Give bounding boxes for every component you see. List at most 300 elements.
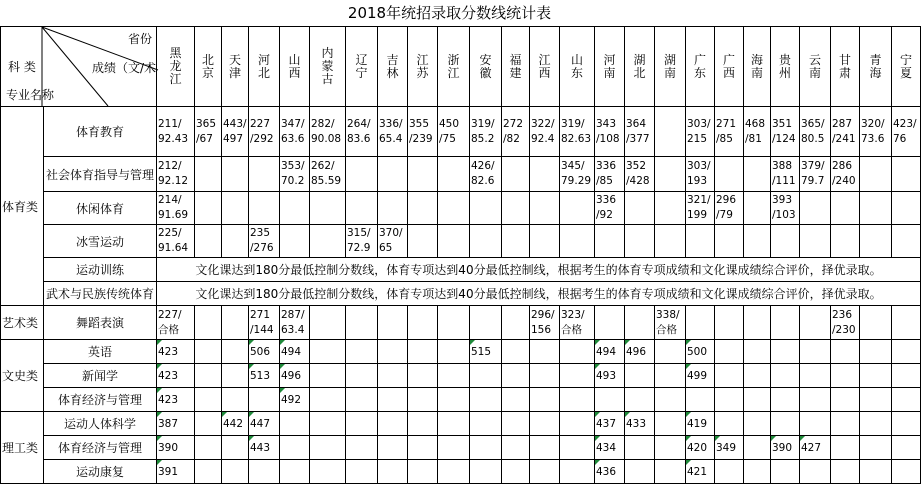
score-cell-jiangsu: [408, 412, 438, 436]
table-row: [1, 412, 921, 436]
province-header-tianjin: [222, 27, 249, 107]
score-cell-guangdong: 421: [686, 460, 715, 484]
score-cell-ningxia: [892, 157, 921, 192]
score-cell-tianjin: [222, 388, 249, 412]
score-cell-jiangsu: [408, 157, 438, 192]
province-name: 湖北: [633, 52, 646, 80]
score-cell-jiangxi: [530, 225, 560, 258]
score-cell-hunan: [655, 364, 686, 388]
score-cell-qinghai: [860, 436, 892, 460]
score-cell-hainan: [744, 364, 771, 388]
score-cell-beijing: [195, 388, 222, 412]
score-cell-fujian: [502, 340, 530, 364]
score-cell-shandong: 319/ 82.63: [560, 107, 595, 157]
score-cell-guangxi: [715, 364, 744, 388]
major-name-cell: 运动人体科学: [44, 412, 157, 436]
score-cell-gansu: [831, 388, 860, 412]
major-name-cell: 运动康复: [44, 460, 157, 484]
score-cell-hunan: [655, 107, 686, 157]
score-cell-jiangxi: [530, 460, 560, 484]
province-name: 甘肃: [838, 52, 851, 80]
province-header-hubei: [625, 27, 655, 107]
province-name: 宁夏: [899, 52, 912, 80]
score-cell-zhejiang: [438, 306, 470, 340]
score-cell-zhejiang: [438, 157, 470, 192]
score-cell-guangxi: [715, 460, 744, 484]
score-cell-jiangxi: [530, 436, 560, 460]
province-header-gansu: [831, 27, 860, 107]
province-header-liaoning: [346, 27, 378, 107]
score-cell-zhejiang: [438, 460, 470, 484]
score-cell-hunan: [655, 412, 686, 436]
score-cell-guangdong: 500: [686, 340, 715, 364]
score-cell-hainan: [744, 192, 771, 225]
score-cell-liaoning: [346, 192, 378, 225]
score-cell-yunnan: [800, 412, 831, 436]
score-cell-hunan: 338/ 合格: [655, 306, 686, 340]
score-cell-hebei: 235 /276: [249, 225, 280, 258]
score-cell-shandong: [560, 225, 595, 258]
province-header-beijing: [195, 27, 222, 107]
score-cell-anhui: [470, 192, 502, 225]
score-cell-hubei: 352 /428: [625, 157, 655, 192]
score-cell-neimenggu: 262/ 85.59: [310, 157, 346, 192]
score-cell-zhejiang: [438, 412, 470, 436]
score-cell-neimenggu: [310, 436, 346, 460]
score-cell-hubei: [625, 460, 655, 484]
score-cell-guizhou: 388 /111: [771, 157, 800, 192]
score-cell-anhui: [470, 225, 502, 258]
score-cell-shanxi: 353/ 70.2: [280, 157, 310, 192]
score-cell-neimenggu: [310, 460, 346, 484]
score-cell-hebei: 443: [249, 436, 280, 460]
score-cell-zhejiang: 450 /75: [438, 107, 470, 157]
score-cell-henan: 336 /92: [595, 192, 625, 225]
score-cell-gansu: [831, 436, 860, 460]
score-cell-jilin: 370/ 65: [378, 225, 408, 258]
score-cell-neimenggu: [310, 225, 346, 258]
score-cell-henan: 436: [595, 460, 625, 484]
score-cell-hebei: 227 /292: [249, 107, 280, 157]
score-cell-beijing: [195, 364, 222, 388]
province-name: 云南: [808, 52, 821, 80]
score-cell-hainan: [744, 306, 771, 340]
score-cell-zhejiang: [438, 364, 470, 388]
score-cell-neimenggu: [310, 364, 346, 388]
major-name-cell: 新闻学: [44, 364, 157, 388]
province-header-henan: [595, 27, 625, 107]
province-name: 安徽: [479, 52, 492, 80]
score-cell-jiangxi: [530, 192, 560, 225]
score-cell-henan: [595, 306, 625, 340]
score-cell-shandong: [560, 364, 595, 388]
score-cell-liaoning: [346, 340, 378, 364]
score-cell-jiangsu: [408, 225, 438, 258]
score-cell-anhui: 319/ 85.2: [470, 107, 502, 157]
score-cell-shandong: [560, 460, 595, 484]
score-cell-liaoning: 315/ 72.9: [346, 225, 378, 258]
score-cell-jilin: [378, 192, 408, 225]
score-cell-gansu: [831, 412, 860, 436]
score-cell-guangdong: 321/ 199: [686, 192, 715, 225]
score-cell-beijing: [195, 157, 222, 192]
score-cell-shanxi: [280, 192, 310, 225]
score-cell-shanxi: 492: [280, 388, 310, 412]
score-cell-guangxi: 271 /85: [715, 107, 744, 157]
score-cell-ningxia: [892, 388, 921, 412]
score-cell-liaoning: [346, 412, 378, 436]
score-cell-hubei: [625, 364, 655, 388]
score-cell-guangxi: [715, 412, 744, 436]
province-name: 山东: [570, 52, 583, 80]
category-cell-sci: 理工类: [1, 412, 44, 484]
score-cell-ningxia: [892, 460, 921, 484]
score-cell-shanxi: [280, 412, 310, 436]
score-cell-yunnan: [800, 364, 831, 388]
score-cell-gansu: [831, 225, 860, 258]
score-cell-guangdong: 420: [686, 436, 715, 460]
major-name-cell: 体育经济与管理: [44, 388, 157, 412]
score-cell-beijing: [195, 460, 222, 484]
province-name: 福建: [509, 52, 522, 80]
province-header-shandong: [560, 27, 595, 107]
score-cell-hebei: 506: [249, 340, 280, 364]
score-cell-guangxi: [715, 340, 744, 364]
province-header-fujian: [502, 27, 530, 107]
province-header-guangxi: [715, 27, 744, 107]
table-row: [1, 225, 921, 258]
score-cell-zhejiang: [438, 388, 470, 412]
header-score-label: 成绩（文/术: [91, 61, 156, 75]
score-cell-hainan: [744, 436, 771, 460]
score-cell-tianjin: 443/ 497: [222, 107, 249, 157]
score-cell-hainan: [744, 225, 771, 258]
score-cell-guangxi: [715, 388, 744, 412]
province-header-zhejiang: [438, 27, 470, 107]
province-name: 吉林: [386, 52, 399, 80]
score-cell-yunnan: 427: [800, 436, 831, 460]
score-cell-anhui: [470, 306, 502, 340]
page-title: 2018年统招录取分数线统计表: [347, 4, 552, 22]
score-cell-guangxi: 296 /79: [715, 192, 744, 225]
score-cell-qinghai: [860, 192, 892, 225]
score-cell-hunan: [655, 157, 686, 192]
score-cell-guizhou: [771, 225, 800, 258]
score-cell-guangdong: 303/ 215: [686, 107, 715, 157]
score-cell-shanxi: 287/ 63.4: [280, 306, 310, 340]
province-name: 湖南: [663, 52, 676, 80]
major-name-cell: 英语: [44, 340, 157, 364]
score-cell-yunnan: [800, 388, 831, 412]
score-cell-gansu: 287 /241: [831, 107, 860, 157]
score-cell-liaoning: [346, 388, 378, 412]
score-cell-guangdong: [686, 388, 715, 412]
score-cell-shanxi: 494: [280, 340, 310, 364]
province-header-hebei: [249, 27, 280, 107]
score-cell-fujian: [502, 436, 530, 460]
table-row: [1, 340, 921, 364]
category-cell-lit: 文史类: [1, 340, 44, 412]
score-cell-jiangsu: [408, 340, 438, 364]
score-cell-ningxia: [892, 340, 921, 364]
score-cell-hebei: [249, 157, 280, 192]
score-cell-qinghai: [860, 157, 892, 192]
score-cell-anhui: [470, 412, 502, 436]
score-cell-fujian: 272 /82: [502, 107, 530, 157]
score-cell-jiangsu: 355 /239: [408, 107, 438, 157]
score-cell-heilongjiang: 212/ 92.12: [157, 157, 195, 192]
score-cell-yunnan: [800, 225, 831, 258]
score-cell-ningxia: [892, 225, 921, 258]
score-cell-guangdong: [686, 225, 715, 258]
score-cell-yunnan: 365/ 80.5: [800, 107, 831, 157]
score-cell-heilongjiang: 225/ 91.64: [157, 225, 195, 258]
score-cell-jilin: [378, 436, 408, 460]
score-cell-qinghai: [860, 364, 892, 388]
score-cell-ningxia: 423/ 76: [892, 107, 921, 157]
province-header-jiangsu: [408, 27, 438, 107]
score-cell-tianjin: [222, 436, 249, 460]
score-cell-henan: [595, 225, 625, 258]
score-cell-shandong: [560, 340, 595, 364]
score-cell-hunan: [655, 192, 686, 225]
score-cell-jiangsu: [408, 460, 438, 484]
score-cell-jilin: [378, 340, 408, 364]
score-cell-guangxi: [715, 225, 744, 258]
score-cell-shanxi: [280, 436, 310, 460]
score-cell-guangdong: 303/ 193: [686, 157, 715, 192]
score-cell-beijing: [195, 436, 222, 460]
score-cell-yunnan: 379/ 79.7: [800, 157, 831, 192]
score-cell-hebei: [249, 192, 280, 225]
province-name: 青海: [869, 52, 882, 80]
score-cell-hunan: [655, 460, 686, 484]
score-cell-shanxi: 496: [280, 364, 310, 388]
score-cell-heilongjiang: 391: [157, 460, 195, 484]
score-cell-guizhou: 351 /124: [771, 107, 800, 157]
major-name-cell: 武术与民族传统体育: [44, 282, 157, 306]
score-cell-gansu: 236 /230: [831, 306, 860, 340]
province-name: 北京: [201, 52, 214, 80]
category-cell-art: 艺术类: [1, 306, 44, 340]
score-cell-qinghai: [860, 388, 892, 412]
score-cell-jilin: [378, 412, 408, 436]
table-row: [1, 388, 921, 412]
score-cell-jiangxi: [530, 364, 560, 388]
score-cell-ningxia: [892, 306, 921, 340]
province-header-hunan: [655, 27, 686, 107]
score-cell-neimenggu: 282/ 90.08: [310, 107, 346, 157]
score-cell-beijing: [195, 306, 222, 340]
score-cell-shandong: [560, 192, 595, 225]
score-cell-ningxia: [892, 192, 921, 225]
score-cell-yunnan: [800, 340, 831, 364]
score-cell-yunnan: [800, 306, 831, 340]
score-cell-liaoning: [346, 436, 378, 460]
score-cell-shanxi: [280, 460, 310, 484]
score-cell-qinghai: [860, 412, 892, 436]
score-cell-heilongjiang: 423: [157, 340, 195, 364]
province-header-yunnan: [800, 27, 831, 107]
province-header-heilongjiang: [157, 27, 195, 107]
score-cell-qinghai: 320/ 73.6: [860, 107, 892, 157]
score-cell-shanxi: 347/ 63.6: [280, 107, 310, 157]
score-cell-jilin: [378, 157, 408, 192]
province-name: 河北: [257, 52, 270, 80]
score-cell-jilin: [378, 388, 408, 412]
score-cell-ningxia: [892, 436, 921, 460]
score-cell-hunan: [655, 388, 686, 412]
score-cell-jiangxi: [530, 340, 560, 364]
score-cell-qinghai: [860, 306, 892, 340]
score-cell-henan: 343 /108: [595, 107, 625, 157]
score-cell-jiangsu: [408, 192, 438, 225]
score-cell-gansu: [831, 192, 860, 225]
score-cell-anhui: [470, 364, 502, 388]
province-header-anhui: [470, 27, 502, 107]
score-cell-henan: 493: [595, 364, 625, 388]
score-cell-fujian: [502, 192, 530, 225]
admission-note-cell: 文化课达到180分最低控制分数线，体育专项达到40分最低控制线，根据考生的体育专项成绩和文化课成绩综合评价，择优录取。: [157, 258, 921, 282]
score-cell-liaoning: 264/ 83.6: [346, 107, 378, 157]
table-row: [1, 460, 921, 484]
score-cell-hubei: [625, 436, 655, 460]
province-name: 浙江: [447, 52, 460, 80]
score-cell-liaoning: [346, 460, 378, 484]
score-cell-anhui: [470, 388, 502, 412]
province-name: 广西: [722, 52, 735, 80]
table-row: [1, 364, 921, 388]
province-name: 江西: [538, 52, 551, 80]
province-header-qinghai: [860, 27, 892, 107]
score-cell-ningxia: [892, 412, 921, 436]
score-cell-guangdong: 419: [686, 412, 715, 436]
score-cell-qinghai: [860, 340, 892, 364]
score-cell-guangxi: [715, 306, 744, 340]
score-cell-tianjin: [222, 192, 249, 225]
score-cell-jiangsu: [408, 436, 438, 460]
score-cell-fujian: [502, 306, 530, 340]
score-cell-jilin: 336/ 65.4: [378, 107, 408, 157]
score-cell-gansu: 286 /240: [831, 157, 860, 192]
header-major-label: 专业名称: [6, 88, 55, 102]
score-cell-beijing: [195, 225, 222, 258]
score-cell-henan: 437: [595, 412, 625, 436]
major-name-cell: 休闲体育: [44, 192, 157, 225]
major-name-cell: 社会体育指导与管理: [44, 157, 157, 192]
score-cell-anhui: [470, 436, 502, 460]
score-cell-guangxi: 349: [715, 436, 744, 460]
score-cell-neimenggu: [310, 388, 346, 412]
score-cell-zhejiang: [438, 192, 470, 225]
score-table: [0, 26, 921, 484]
province-name: 河南: [603, 52, 616, 80]
score-cell-shandong: 323/ 合格: [560, 306, 595, 340]
admission-note-cell: 文化课达到180分最低控制分数线，体育专项达到40分最低控制线，根据考生的体育专项成绩和文化课成绩综合评价，择优录取。: [157, 282, 921, 306]
header-corner-cell: [1, 27, 157, 107]
province-header-ningxia: [892, 27, 921, 107]
score-cell-hainan: [744, 412, 771, 436]
province-header-hainan: [744, 27, 771, 107]
major-name-cell: 运动训练: [44, 258, 157, 282]
score-cell-beijing: [195, 340, 222, 364]
score-cell-henan: 494: [595, 340, 625, 364]
score-cell-liaoning: [346, 157, 378, 192]
score-cell-hunan: [655, 436, 686, 460]
score-cell-beijing: [195, 412, 222, 436]
score-cell-tianjin: [222, 364, 249, 388]
score-cell-zhejiang: [438, 436, 470, 460]
score-cell-guizhou: [771, 364, 800, 388]
score-cell-hebei: 447: [249, 412, 280, 436]
table-row: [1, 282, 921, 306]
score-cell-fujian: [502, 225, 530, 258]
score-cell-gansu: [831, 460, 860, 484]
province-name: 广东: [693, 52, 706, 80]
score-cell-henan: [595, 388, 625, 412]
score-cell-fujian: [502, 157, 530, 192]
score-cell-tianjin: [222, 306, 249, 340]
score-cell-beijing: [195, 192, 222, 225]
score-cell-liaoning: [346, 364, 378, 388]
score-cell-fujian: [502, 460, 530, 484]
score-cell-hunan: [655, 225, 686, 258]
score-cell-anhui: [470, 460, 502, 484]
score-cell-tianjin: [222, 157, 249, 192]
major-name-cell: 冰雪运动: [44, 225, 157, 258]
province-name: 山西: [288, 52, 301, 80]
score-cell-guangxi: [715, 157, 744, 192]
score-cell-guizhou: [771, 306, 800, 340]
score-cell-qinghai: [860, 460, 892, 484]
score-cell-hainan: [744, 460, 771, 484]
province-header-jiangxi: [530, 27, 560, 107]
province-header-shanxi: [280, 27, 310, 107]
table-row: [1, 258, 921, 282]
score-cell-anhui: 515: [470, 340, 502, 364]
score-cell-guizhou: 390: [771, 436, 800, 460]
score-cell-guizhou: 393 /103: [771, 192, 800, 225]
table-row: [1, 157, 921, 192]
score-cell-hainan: [744, 157, 771, 192]
major-name-cell: 体育教育: [44, 107, 157, 157]
score-cell-qinghai: [860, 225, 892, 258]
province-name: 江苏: [416, 52, 429, 80]
province-header-neimenggu: [310, 27, 346, 107]
score-cell-heilongjiang: 390: [157, 436, 195, 460]
header-category-label: 科 类: [8, 60, 36, 74]
score-cell-guizhou: [771, 412, 800, 436]
score-cell-neimenggu: [310, 340, 346, 364]
score-cell-fujian: [502, 364, 530, 388]
table-row: [1, 192, 921, 225]
score-cell-yunnan: [800, 192, 831, 225]
score-cell-heilongjiang: 214/ 91.69: [157, 192, 195, 225]
score-cell-jilin: [378, 460, 408, 484]
score-cell-hainan: [744, 388, 771, 412]
score-cell-jiangxi: [530, 412, 560, 436]
score-cell-jiangsu: [408, 364, 438, 388]
score-cell-tianjin: [222, 460, 249, 484]
score-cell-gansu: [831, 340, 860, 364]
category-cell-pe: 体育类: [1, 107, 44, 306]
score-cell-liaoning: [346, 306, 378, 340]
score-cell-hebei: [249, 388, 280, 412]
score-cell-shandong: [560, 388, 595, 412]
score-cell-hubei: [625, 225, 655, 258]
score-cell-guangdong: [686, 306, 715, 340]
score-cell-heilongjiang: 423: [157, 364, 195, 388]
